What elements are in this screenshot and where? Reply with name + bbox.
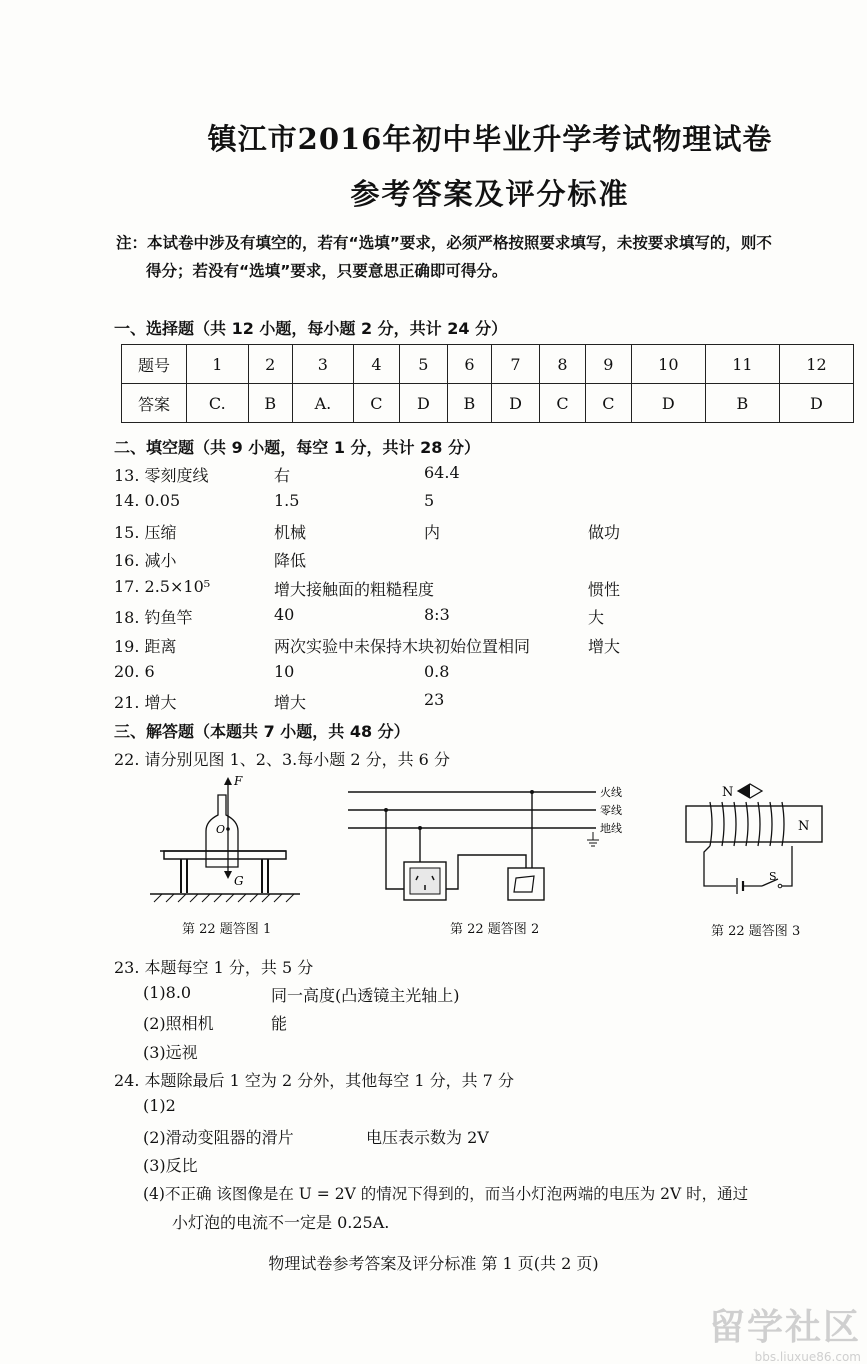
table-cell: D [399,384,447,423]
table-cell: 8 [539,345,585,384]
q24-answer-1: (1)2 [143,1096,176,1115]
choice-answer-table [121,344,854,423]
note-line-1: 注：本试卷中涉及有填空的，若有“选填”要求，必须严格按照要求填写，未按要求填写的，则不 [116,234,772,252]
fill-cell: 机械 [274,523,307,542]
force-f-label: F [234,774,243,788]
page-title: 镇江市2016年初中毕业升学考试物理试卷 [207,122,773,156]
fill-cell: 23 [424,690,445,709]
table-cell: B [705,384,779,423]
fill-cell: 15. 压缩 [114,523,177,542]
table-cell: 1 [187,345,249,384]
q23-answer-1b: 同一高度(凸透镜主光轴上) [271,986,460,1005]
table-cell: C [539,384,585,423]
fill-cell: 降低 [274,551,307,570]
page-footer: 物理试卷参考答案及评分标准 第 1 页(共 2 页) [268,1254,599,1273]
q24-answer-2b: 电压表示数为 2V [366,1128,489,1147]
table-cell: 11 [705,345,779,384]
fill-cell: 惯性 [588,580,621,599]
table-cell: D [492,384,540,423]
fill-cell: 40 [274,605,295,624]
fill-cell: 8:3 [424,605,450,624]
fill-cell: 大 [588,608,605,627]
fill-cell: 两次实验中未保持木块初始位置相同 [274,637,531,656]
fill-cell: 16. 减小 [114,551,177,570]
neutral-wire-label: 零线 [600,804,622,817]
fill-cell: 增大接触面的粗糙程度 [274,580,435,599]
table-cell: 7 [492,345,540,384]
table-row-numbers [122,345,854,384]
fill-cell: 0.8 [424,662,450,681]
table-cell: C [353,384,399,423]
fill-cell: 做功 [588,523,621,542]
exam-note [116,229,864,285]
q23-answer-1: (1)8.0 [143,983,192,1002]
table-cell: 3 [292,345,353,384]
fill-cell: 13. 零刻度线 [114,466,209,485]
fill-cell: 内 [424,523,441,542]
figure-1-diagram [150,775,300,905]
table-cell: B [248,384,292,423]
fill-cell: 19. 距离 [114,637,177,656]
note-line-2: 得分；若没有“选填”要求，只要意思正确即可得分。 [146,262,508,280]
q24-answer-3: (3)反比 [143,1156,198,1175]
switch-label: S [769,870,777,883]
fill-cell: 18. 钓鱼竿 [114,608,193,627]
section3-heading: 三、解答题（本题共 7 小题，共 48 分） [114,722,410,741]
force-g-label: G [234,874,244,888]
fill-cell: 64.4 [424,463,460,482]
table-cell: 9 [585,345,631,384]
q24-answer-2: (2)滑动变阻器的滑片 [143,1128,294,1147]
figure-3-caption: 第 22 题答图 3 [711,924,801,939]
table-cell: 5 [399,345,447,384]
compass-north-label: N [722,785,734,800]
q23-answer-2b: 能 [271,1014,288,1033]
watermark-logo: 留学社区 [708,1307,861,1348]
fill-cell: 10 [274,662,295,681]
figure-2-caption: 第 22 题答图 2 [450,922,540,937]
figure-3-diagram [680,780,830,895]
fill-cell: 21. 增大 [114,693,177,712]
table-cell: 10 [631,345,705,384]
fill-cell: 14. 0.05 [114,491,181,510]
table-cell: D [631,384,705,423]
magnet-north-label: N [798,819,810,834]
page-subtitle: 参考答案及评分标准 [350,177,630,211]
ground-wire-label: 地线 [600,822,622,835]
table-cell: C. [187,384,249,423]
fill-cell: 17. 2.5×10⁵ [114,577,211,596]
point-o-label: O [216,823,226,836]
table-cell: 12 [779,345,853,384]
q24-heading: 24. 本题除最后 1 空为 2 分外，其他每空 1 分，共 7 分 [114,1071,514,1090]
table-cell: A. [292,384,353,423]
table-cell: 2 [248,345,292,384]
table-cell: C [585,384,631,423]
section2-heading: 二、填空题（共 9 小题，每空 1 分，共计 28 分） [114,438,480,457]
fill-cell: 20. 6 [114,662,155,681]
table-header-number: 题号 [122,345,187,384]
fill-cell: 5 [424,491,435,510]
table-cell: D [779,384,853,423]
fill-cell: 增大 [274,693,307,712]
figure-1-caption: 第 22 题答图 1 [182,922,272,937]
watermark [709,1299,861,1364]
live-wire-label: 火线 [600,786,622,799]
q23-answer-3: (3)远视 [143,1043,198,1062]
section1-heading: 一、选择题（共 12 小题，每小题 2 分，共计 24 分） [114,319,508,338]
fill-cell: 1.5 [274,491,300,510]
table-cell: 4 [353,345,399,384]
table-row-answers [122,384,854,423]
table-cell: B [447,384,491,423]
fill-cell: 右 [274,466,291,485]
table-cell: 6 [447,345,491,384]
fill-cell: 增大 [588,637,621,656]
q23-heading: 23. 本题每空 1 分，共 5 分 [114,958,314,977]
table-header-answer: 答案 [122,384,187,423]
q22-text: 22. 请分别见图 1、2、3.每小题 2 分，共 6 分 [114,750,450,769]
figure-2-diagram [348,782,638,907]
q23-answer-2: (2)照相机 [143,1014,214,1033]
q24-answer-4-continued: 小灯泡的电流不一定是 0.25A. [172,1213,390,1232]
watermark-url: bbs.liuxue86.com [754,1350,861,1364]
q24-answer-4: (4)不正确 该图像是在 U = 2V 的情况下得到的，而当小灯泡两端的电压为 2V 时，通过 [143,1185,749,1203]
